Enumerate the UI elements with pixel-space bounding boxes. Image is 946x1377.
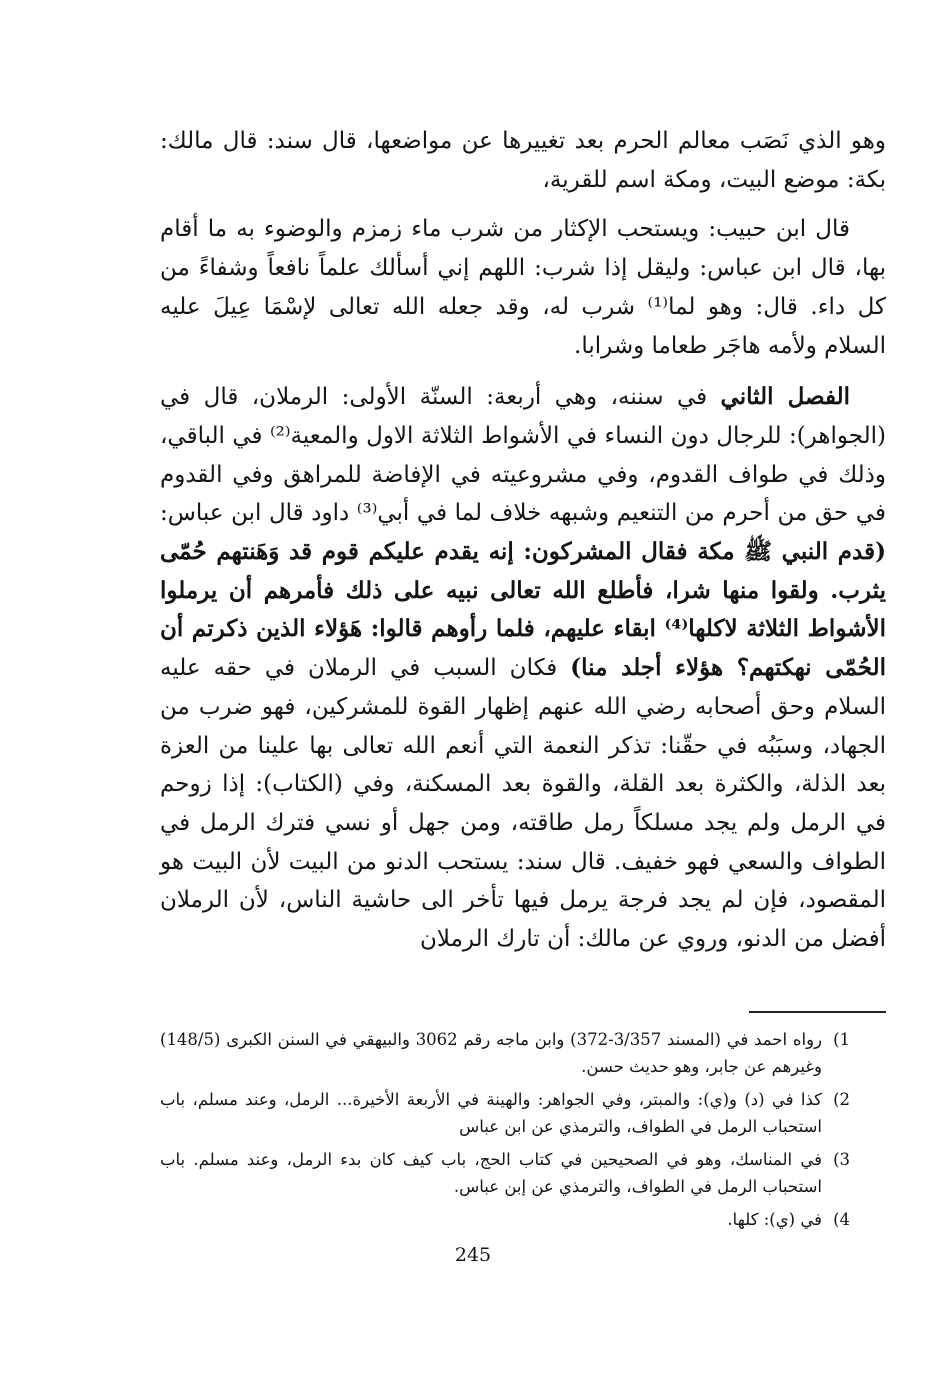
paragraph-3-text-a: في سننه، وهي أربعة: السنّة الأولى: الرملان، قال في (الجواهر): للرجال دون النساء في الأشواط الثلاثة الاول والمعية⁽²⁾ في الباقي، وذلك في طواف القدوم، وفي مشروعيته في الإفاضة للمراهق وفي القدوم في حق من أحرم من التنعيم وشبهه خلاف لما في أبي⁽³⁾ داود قال ابن عباس: xyxy=(160,384,886,527)
footnote-text: في (ي): كلها. xyxy=(727,1210,822,1229)
footnote-number: 1) xyxy=(833,1030,850,1049)
footnote-1 xyxy=(160,1026,850,1080)
footnote-text: في المناسك، وهو في الصحيحين في كتاب الحج، باب كيف كان بدء الرمل، وعند مسلم. باب استحباب الرمل في الطواف، والترمذي عن إبن عباس. xyxy=(160,1150,822,1196)
footnote-text: رواه احمد في (المسند 3/357-372) وابن ماجه رقم 3062 والبيهقي في السنن الكبرى (148/5) وغيرهم عن جابر، وهو حديث حسن. xyxy=(160,1030,823,1076)
footnotes xyxy=(160,1026,850,1239)
section-heading: الفصل الثاني xyxy=(720,383,850,411)
main-text xyxy=(160,122,886,971)
page-number: 245 xyxy=(454,1244,492,1266)
paragraph-3 xyxy=(160,378,886,959)
footnote-4 xyxy=(160,1206,850,1233)
hadith-quote: (قدم النبي ﷺ مكة فقال المشركون: إنه يقدم عليكم قوم قد وَهَنتهم حُمّى يثرب. ولقوا منها شرا، فأطلع الله تعالى نبيه على ذلك فأمرهم أن يرملوا الأشواط الثلاثة لاكلها⁽⁴⁾ ابقاء عليهم، فلما رأوهم قالوا: هَؤلاء الذين ذكرتم أن الحُمّى نهكتهم؟ هؤلاء أجلد منا) xyxy=(160,538,887,682)
footnote-2 xyxy=(160,1086,850,1140)
footnote-number: 2) xyxy=(833,1090,850,1109)
footnote-number: 4) xyxy=(833,1210,850,1229)
footnote-number: 3) xyxy=(833,1150,850,1169)
paragraph-2-text: قال ابن حبيب: ويستحب الإكثار من شرب ماء زمزم والوضوء به ما أقام بها، قال ابن عباس: وليقل إذا شرب: اللهم إني أسألك علماً نافعاً وشفاءً من كل داء. قال: وهو لما⁽¹⁾ شرب له، وقد جعله الله تعالى لإسْمَا عِيلَ عليه السلام ولأمه هاجَر طعاما وشرابا. xyxy=(160,216,887,359)
paragraph-1: وهو الذي نَصَب معالم الحرم بعد تغييرها عن مواضعها، قال سند: قال مالك: بكة: موضع البيت، ومكة اسم للقرية، xyxy=(160,128,886,193)
footnote-3 xyxy=(160,1146,850,1200)
footnote-text: كذا في (د) و(ي): والمبتر، وفي الجواهر: والهينة في الأربعة الأخيرة... الرمل، وعند مسلم، باب استحباب الرمل في الطواف، والترمذي عن ابن عباس xyxy=(160,1090,822,1136)
paragraph-2 xyxy=(160,210,886,365)
footnote-separator xyxy=(749,1011,886,1013)
paragraph-3-text-b: فكان السبب في الرملان في حقه عليه السلام وحق أصحابه رضي الله عنهم إظهار القوة للمشركين، فهو ضرب من الجهاد، وسبَبُه في حقّنا: تذكر النعمة التي أنعم الله تعالى بها علينا من العزة بعد الذلة، والكثرة بعد القلة، والقوة بعد المسكنة، وفي (الكتاب): إذا زوحم في الرمل ولم يجد مسلكاً رمل طاقته، ومن جهل أو نسي فترك الرمل في الطواف والسعي فهو خفيف. قال سند: يستحب الدنو من البيت لأن البيت هو المقصود، فإن لم يجد فرجة يرمل فيها تأخر الى حاشية الناس، لأن الرملان أفضل من الدنو، وروي عن مالك: أن تارك الرملان xyxy=(160,655,886,953)
